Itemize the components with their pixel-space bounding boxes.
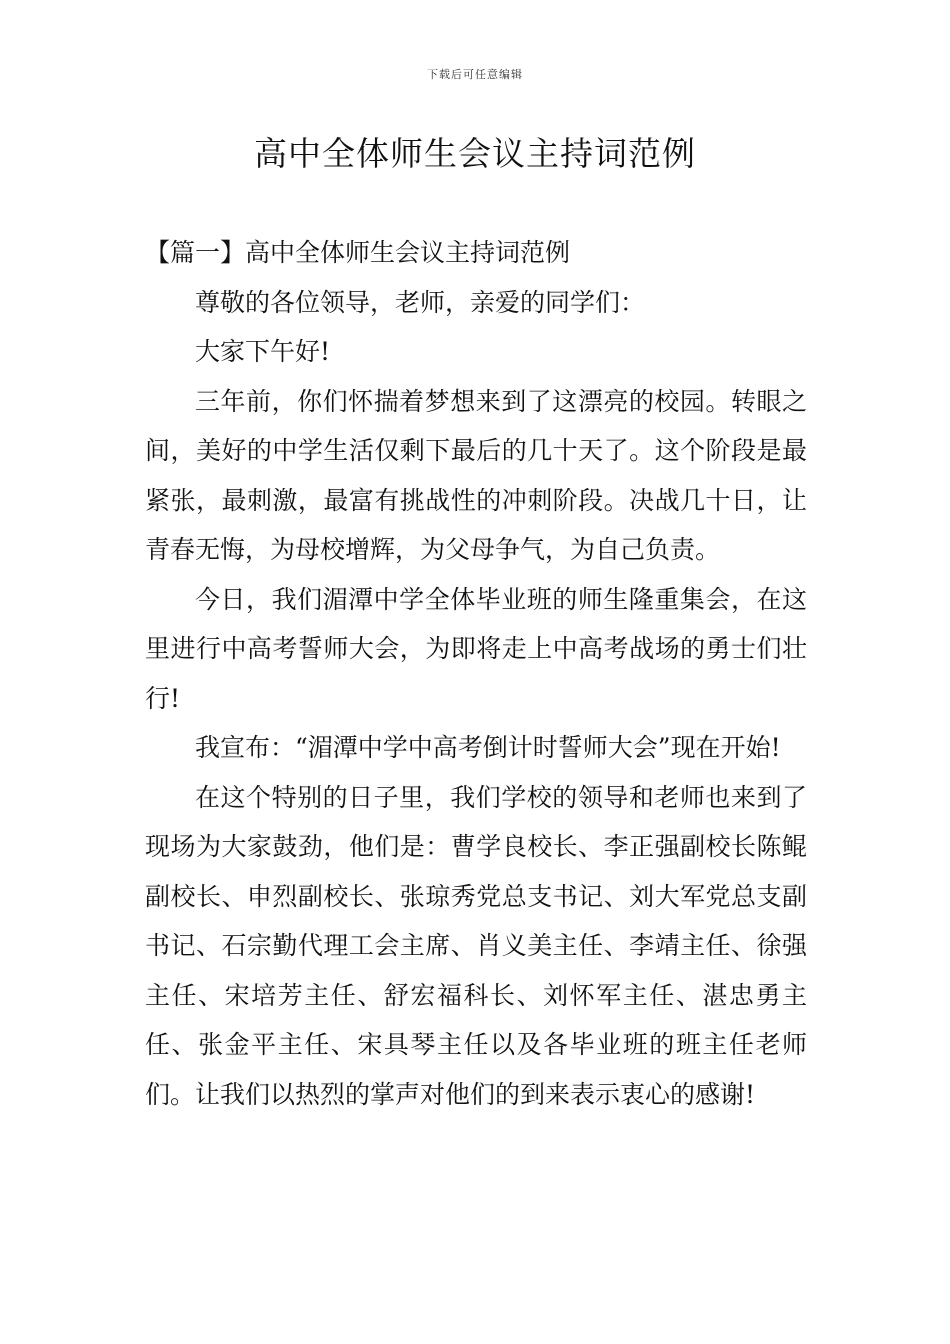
greeting-paragraph: 大家下午好! [195,337,331,366]
body-paragraph: 今日，我们湄潭中学全体毕业班的师生隆重集会，在这里进行中高考誓师大会，为即将走上中高考战场的勇士们壮行! [145,584,807,713]
header-note: 下载后可任意编辑 [427,68,523,81]
document-title: 高中全体师生会议主持词范例 [254,134,696,173]
body-paragraph: 三年前，你们怀揣着梦想来到了这漂亮的校园。转眼之间，美好的中学生活仅剩下最后的几十天了。这个阶段是最紧张，最刺激，最富有挑战性的冲刺阶段。决战几十日，让青春无悔，为母校增辉，为父母争气，为自己负责。 [145,386,807,564]
document-body [145,228,807,1119]
salutation-paragraph: 尊敬的各位领导，老师，亲爱的同学们： [195,287,646,317]
body-paragraph: 在这个特别的日子里，我们学校的领导和老师也来到了现场为大家鼓劲，他们是：曹学良校长、李正强副校长陈鲲副校长、申烈副校长、张琼秀党总支书记、刘大军党总支副书记、石宗勤代理工会主席、肖义美主任、李靖主任、徐强主任、宋培芳主任、舒宏福科长、刘怀军主任、湛忠勇主任、张金平主任、宋具琴主任以及各毕业班的班主任老师们。让我们以热烈的掌声对他们的到来表示衷心的感谢! [145,782,807,1109]
announcement-paragraph: 我宣布：“湄潭中学中高考倒计时誓师大会”现在开始! [195,733,781,762]
section-heading: 【篇一】高中全体师生会议主持词范例 [145,238,571,267]
